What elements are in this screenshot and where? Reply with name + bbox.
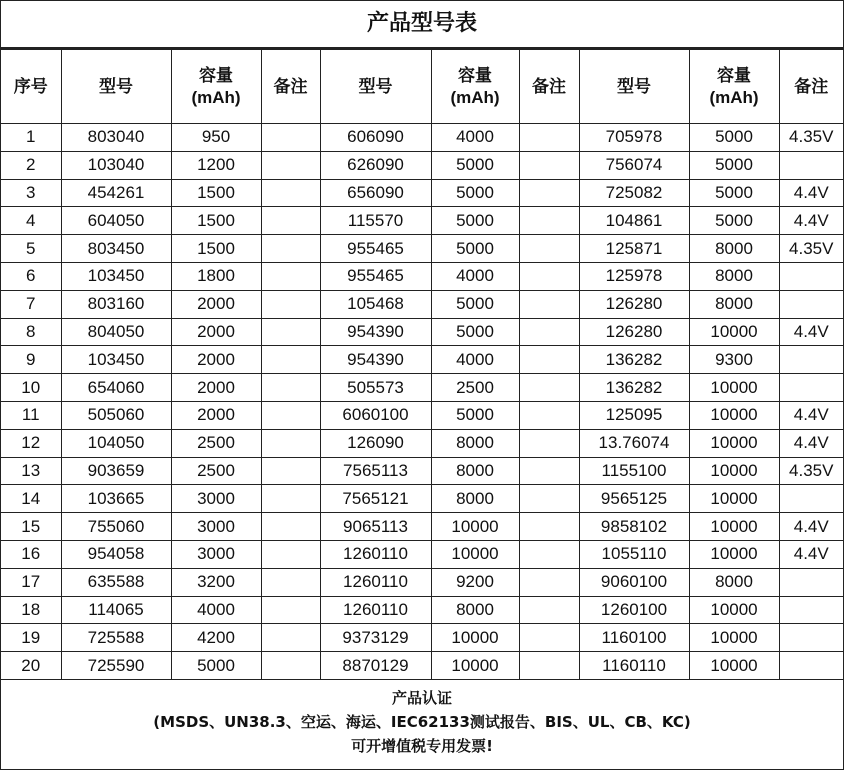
table-cell: 10000 — [689, 401, 779, 429]
table-cell: 5000 — [431, 401, 519, 429]
table-cell — [779, 346, 843, 374]
table-row — [1, 235, 843, 263]
table-cell: 5000 — [689, 151, 779, 179]
table-cell: 8000 — [689, 568, 779, 596]
table-cell — [779, 624, 843, 652]
table-cell: 705978 — [579, 124, 689, 152]
table-cell: 17 — [1, 568, 61, 596]
table-cell — [519, 151, 579, 179]
table-cell — [261, 290, 320, 318]
table-cell: 103450 — [61, 262, 171, 290]
table-cell: 1160110 — [579, 652, 689, 680]
table-cell: 505060 — [61, 401, 171, 429]
table-cell: 1500 — [171, 207, 261, 235]
table-cell — [261, 596, 320, 624]
table-cell — [519, 513, 579, 541]
table-cell: 756074 — [579, 151, 689, 179]
table-row — [1, 401, 843, 429]
table-cell: 4.4V — [779, 207, 843, 235]
table-cell — [261, 568, 320, 596]
table-row — [1, 429, 843, 457]
table-row — [1, 652, 843, 680]
page-title: 产品型号表 — [1, 1, 843, 49]
table-cell: 803450 — [61, 235, 171, 263]
table-cell: 136282 — [579, 374, 689, 402]
table-cell: 8000 — [689, 262, 779, 290]
table-cell: 5000 — [689, 124, 779, 152]
table-cell: 10000 — [689, 540, 779, 568]
table-cell: 725590 — [61, 652, 171, 680]
table-cell: 126280 — [579, 318, 689, 346]
table-cell: 126280 — [579, 290, 689, 318]
table-row — [1, 596, 843, 624]
table-cell: 4.4V — [779, 179, 843, 207]
table-cell: 4000 — [431, 262, 519, 290]
table-cell: 10000 — [431, 540, 519, 568]
table-row — [1, 151, 843, 179]
table-cell — [261, 124, 320, 152]
certification-list: (MSDS、UN38.3、空运、海运、IEC62133测试报告、BIS、UL、CB、KC) — [153, 712, 691, 731]
table-cell: 13 — [1, 457, 61, 485]
table-cell: 1800 — [171, 262, 261, 290]
table-cell — [519, 596, 579, 624]
table-cell: 104050 — [61, 429, 171, 457]
table-cell: 18 — [1, 596, 61, 624]
table-cell — [261, 151, 320, 179]
table-cell: 6060100 — [320, 401, 431, 429]
table-cell — [779, 652, 843, 680]
table-cell — [779, 290, 843, 318]
table-cell: 13.76074 — [579, 429, 689, 457]
table-cell: 6 — [1, 262, 61, 290]
table-cell: 5000 — [689, 207, 779, 235]
table-cell: 505573 — [320, 374, 431, 402]
table-row — [1, 485, 843, 513]
table-cell — [261, 513, 320, 541]
table-cell: 725588 — [61, 624, 171, 652]
table-cell: 1055110 — [579, 540, 689, 568]
table-cell: 4 — [1, 207, 61, 235]
table-cell: 5000 — [171, 652, 261, 680]
table-cell: 10000 — [689, 457, 779, 485]
table-cell: 1500 — [171, 235, 261, 263]
table-cell: 8000 — [431, 457, 519, 485]
table-cell: 4.35V — [779, 124, 843, 152]
table-cell: 454261 — [61, 179, 171, 207]
table-cell: 3 — [1, 179, 61, 207]
table-cell: 5000 — [689, 179, 779, 207]
table-row — [1, 207, 843, 235]
table-cell — [519, 262, 579, 290]
table-cell: 10000 — [689, 513, 779, 541]
model-table — [1, 49, 843, 680]
table-cell: 4.4V — [779, 318, 843, 346]
table-cell: 12 — [1, 429, 61, 457]
table-cell: 5000 — [431, 318, 519, 346]
table-cell — [519, 290, 579, 318]
column-header: 型号 — [579, 50, 689, 124]
table-cell: 7 — [1, 290, 61, 318]
table-row — [1, 513, 843, 541]
table-cell — [261, 457, 320, 485]
table-cell — [519, 540, 579, 568]
table-cell: 3200 — [171, 568, 261, 596]
table-cell — [261, 346, 320, 374]
table-cell: 105468 — [320, 290, 431, 318]
table-cell: 136282 — [579, 346, 689, 374]
table-cell: 9 — [1, 346, 61, 374]
table-cell: 725082 — [579, 179, 689, 207]
table-cell: 126090 — [320, 429, 431, 457]
table-cell: 8000 — [689, 235, 779, 263]
table-cell — [519, 568, 579, 596]
table-cell: 7565113 — [320, 457, 431, 485]
table-cell — [261, 318, 320, 346]
table-cell — [261, 652, 320, 680]
table-cell: 1500 — [171, 179, 261, 207]
table-row — [1, 124, 843, 152]
table-cell: 2000 — [171, 346, 261, 374]
table-cell: 103665 — [61, 485, 171, 513]
table-cell: 803160 — [61, 290, 171, 318]
table-cell — [261, 485, 320, 513]
table-cell: 125871 — [579, 235, 689, 263]
table-row — [1, 318, 843, 346]
invoice-note: 可开增值税专用发票! — [351, 736, 493, 755]
table-cell: 1260110 — [320, 540, 431, 568]
table-row — [1, 179, 843, 207]
table-cell — [519, 624, 579, 652]
table-cell — [519, 485, 579, 513]
table-cell: 10000 — [689, 485, 779, 513]
table-cell: 10 — [1, 374, 61, 402]
table-cell: 803040 — [61, 124, 171, 152]
table-cell: 10000 — [689, 652, 779, 680]
table-cell — [519, 652, 579, 680]
header-row — [1, 50, 843, 124]
table-cell: 2000 — [171, 374, 261, 402]
table-cell: 654060 — [61, 374, 171, 402]
column-header: 备注 — [261, 50, 320, 124]
table-cell: 5000 — [431, 151, 519, 179]
table-cell — [261, 401, 320, 429]
table-cell: 4.4V — [779, 401, 843, 429]
table-cell — [779, 596, 843, 624]
table-cell — [261, 374, 320, 402]
table-cell: 115570 — [320, 207, 431, 235]
table-cell — [519, 346, 579, 374]
table-cell: 1200 — [171, 151, 261, 179]
table-cell: 103450 — [61, 346, 171, 374]
table-cell: 1 — [1, 124, 61, 152]
table-cell: 10000 — [689, 624, 779, 652]
table-cell: 5000 — [431, 179, 519, 207]
column-header: 型号 — [61, 50, 171, 124]
table-cell: 3000 — [171, 540, 261, 568]
table-cell: 103040 — [61, 151, 171, 179]
table-cell — [779, 568, 843, 596]
table-cell: 5000 — [431, 207, 519, 235]
table-cell: 2000 — [171, 290, 261, 318]
table-row — [1, 568, 843, 596]
table-cell: 9373129 — [320, 624, 431, 652]
table-cell: 9565125 — [579, 485, 689, 513]
table-cell — [519, 318, 579, 346]
table-cell: 1160100 — [579, 624, 689, 652]
table-cell: 3000 — [171, 485, 261, 513]
table-cell: 4.35V — [779, 235, 843, 263]
table-cell: 954390 — [320, 318, 431, 346]
table-cell — [261, 429, 320, 457]
table-cell: 2000 — [171, 401, 261, 429]
table-cell: 3000 — [171, 513, 261, 541]
table-cell: 9300 — [689, 346, 779, 374]
column-header: 容量 (mAh) — [689, 50, 779, 124]
table-cell: 19 — [1, 624, 61, 652]
table-cell: 10000 — [431, 513, 519, 541]
table-cell: 903659 — [61, 457, 171, 485]
table-cell: 14 — [1, 485, 61, 513]
table-cell: 4200 — [171, 624, 261, 652]
table-cell — [779, 262, 843, 290]
certification-footer — [1, 680, 843, 758]
table-cell: 9200 — [431, 568, 519, 596]
table-cell: 8000 — [431, 596, 519, 624]
table-cell: 2000 — [171, 318, 261, 346]
table-cell — [261, 179, 320, 207]
table-row — [1, 624, 843, 652]
table-cell — [779, 151, 843, 179]
table-cell: 954058 — [61, 540, 171, 568]
table-cell: 8000 — [689, 290, 779, 318]
table-cell — [261, 540, 320, 568]
table-cell: 4.4V — [779, 540, 843, 568]
column-header: 序号 — [1, 50, 61, 124]
table-cell — [519, 235, 579, 263]
table-cell: 10000 — [689, 318, 779, 346]
table-row — [1, 374, 843, 402]
table-cell — [519, 124, 579, 152]
table-cell: 20 — [1, 652, 61, 680]
table-row — [1, 346, 843, 374]
table-cell: 954390 — [320, 346, 431, 374]
column-header: 容量 (mAh) — [431, 50, 519, 124]
table-cell: 755060 — [61, 513, 171, 541]
table-cell: 955465 — [320, 235, 431, 263]
table-cell: 5 — [1, 235, 61, 263]
table-cell: 8000 — [431, 429, 519, 457]
table-cell: 11 — [1, 401, 61, 429]
table-cell: 8000 — [431, 485, 519, 513]
table-cell: 5000 — [431, 290, 519, 318]
table-cell: 114065 — [61, 596, 171, 624]
table-cell: 15 — [1, 513, 61, 541]
table-cell — [261, 207, 320, 235]
table-cell: 10000 — [689, 429, 779, 457]
table-cell — [779, 374, 843, 402]
table-cell — [261, 235, 320, 263]
table-cell: 4.4V — [779, 429, 843, 457]
table-cell — [519, 457, 579, 485]
table-cell — [519, 374, 579, 402]
table-cell: 10000 — [431, 624, 519, 652]
table-cell — [519, 429, 579, 457]
table-cell: 4.35V — [779, 457, 843, 485]
table-cell: 2500 — [171, 429, 261, 457]
table-cell: 104861 — [579, 207, 689, 235]
table-cell: 604050 — [61, 207, 171, 235]
table-cell — [779, 485, 843, 513]
table-cell: 10000 — [689, 596, 779, 624]
table-cell: 1260110 — [320, 568, 431, 596]
table-cell: 2500 — [431, 374, 519, 402]
table-cell: 10000 — [431, 652, 519, 680]
table-cell — [261, 624, 320, 652]
table-cell: 1260110 — [320, 596, 431, 624]
column-header: 备注 — [519, 50, 579, 124]
column-header: 型号 — [320, 50, 431, 124]
table-cell: 16 — [1, 540, 61, 568]
table-cell: 955465 — [320, 262, 431, 290]
table-cell: 9858102 — [579, 513, 689, 541]
table-cell: 626090 — [320, 151, 431, 179]
table-cell: 1260100 — [579, 596, 689, 624]
table-cell — [519, 401, 579, 429]
table-cell: 950 — [171, 124, 261, 152]
table-cell: 9060100 — [579, 568, 689, 596]
table-cell — [519, 179, 579, 207]
table-row — [1, 290, 843, 318]
table-cell: 10000 — [689, 374, 779, 402]
table-cell: 4000 — [431, 346, 519, 374]
table-cell: 4.4V — [779, 513, 843, 541]
table-cell: 4000 — [431, 124, 519, 152]
table-cell: 656090 — [320, 179, 431, 207]
table-cell: 125978 — [579, 262, 689, 290]
table-cell: 8 — [1, 318, 61, 346]
footer-heading: 产品认证 — [391, 688, 452, 707]
table-cell: 635588 — [61, 568, 171, 596]
table-row — [1, 262, 843, 290]
table-cell: 4000 — [171, 596, 261, 624]
column-header: 容量 (mAh) — [171, 50, 261, 124]
table-cell: 804050 — [61, 318, 171, 346]
table-cell — [519, 207, 579, 235]
table-cell: 606090 — [320, 124, 431, 152]
table-cell: 125095 — [579, 401, 689, 429]
table-cell — [261, 262, 320, 290]
table-cell: 7565121 — [320, 485, 431, 513]
table-row — [1, 457, 843, 485]
table-cell: 9065113 — [320, 513, 431, 541]
table-cell: 8870129 — [320, 652, 431, 680]
column-header: 备注 — [779, 50, 843, 124]
table-cell: 1155100 — [579, 457, 689, 485]
table-row — [1, 540, 843, 568]
table-cell: 2500 — [171, 457, 261, 485]
table-cell: 2 — [1, 151, 61, 179]
table-cell: 5000 — [431, 235, 519, 263]
